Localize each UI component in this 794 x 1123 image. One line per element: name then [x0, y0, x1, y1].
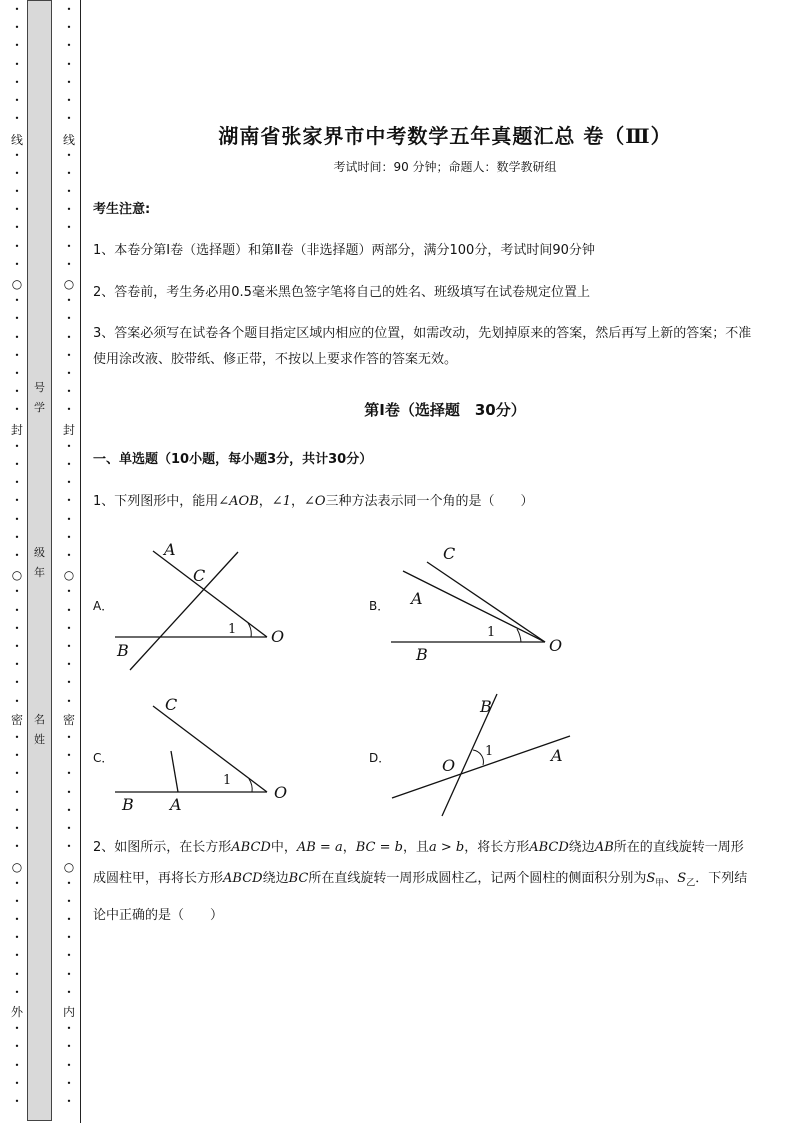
- q1-angle-1: ∠1: [271, 494, 291, 509]
- margin-dot: •: [14, 678, 20, 688]
- point-c: C: [193, 566, 206, 585]
- margin-dot: •: [66, 460, 72, 469]
- margin-dot: •: [66, 350, 72, 360]
- margin-dot: •: [14, 223, 20, 233]
- margin-dot: •: [14, 733, 20, 742]
- margin-dot: •: [14, 787, 20, 797]
- question-1: [93, 489, 753, 515]
- q2-math: ABCD: [529, 840, 569, 855]
- margin-label: 线: [62, 133, 75, 147]
- margin-dot: •: [14, 551, 20, 560]
- margin-dot: •: [66, 496, 72, 506]
- margin-dot: •: [66, 150, 72, 160]
- margin-dot: •: [66, 805, 72, 815]
- margin-label: 密: [62, 713, 75, 727]
- point-b: B: [480, 697, 492, 716]
- option-c-label[interactable]: C．: [93, 751, 114, 765]
- margin-dot: •: [66, 660, 72, 670]
- margin-dot: •: [66, 314, 72, 324]
- option-b-label[interactable]: B．: [369, 599, 390, 613]
- q1-sep: ，: [290, 494, 304, 509]
- margin-dot: •: [66, 168, 72, 178]
- margin-dot: •: [66, 241, 72, 251]
- margin-dot: •: [14, 751, 20, 761]
- margin-dot: •: [66, 1097, 72, 1106]
- point-b: B: [416, 645, 428, 664]
- margin-dot: •: [14, 114, 20, 124]
- margin-dot: •: [14, 587, 20, 597]
- margin-dot: •: [66, 441, 72, 451]
- margin-dot: •: [14, 878, 20, 888]
- q2-math: a > b: [428, 840, 465, 855]
- margin-dot: •: [66, 514, 72, 524]
- margin-right-column: [61, 0, 77, 1123]
- q2-text: 绕边: [262, 871, 289, 886]
- q1-text: 三种方法表示同一个角的是（ ）: [325, 494, 534, 509]
- margin-dot: •: [66, 223, 72, 233]
- q2-math: S: [677, 871, 687, 886]
- margin-dot: •: [14, 332, 20, 342]
- margin-dot: •: [14, 460, 20, 469]
- margin-dot: •: [66, 1060, 72, 1070]
- margin-dot: •: [14, 369, 20, 378]
- point-a: A: [164, 540, 176, 559]
- margin-dot: •: [66, 296, 72, 306]
- margin-dot: •: [14, 205, 20, 215]
- notes-heading: 考生注意:: [93, 202, 151, 217]
- angle-label-1: 1: [228, 622, 237, 637]
- option-c-figure: [105, 690, 305, 830]
- binding-line: [80, 0, 81, 1123]
- margin-circle: ○: [11, 277, 23, 291]
- note-1: 1、本卷分第Ⅰ卷（选择题）和第Ⅱ卷（非选择题）两部分，满分100分，考试时间90分钟: [93, 243, 595, 258]
- option-b-figure: [385, 535, 585, 675]
- margin-dot: •: [14, 314, 20, 324]
- q2-text: ，将长方形: [464, 840, 530, 855]
- margin-label: 封: [62, 423, 75, 437]
- margin-dot: •: [14, 660, 20, 670]
- margin-dot: •: [14, 405, 20, 415]
- margin-dot: •: [66, 551, 72, 560]
- margin-dot: •: [14, 77, 20, 87]
- point-o: O: [271, 627, 285, 646]
- margin-dot: •: [14, 41, 20, 51]
- margin-dot: •: [14, 59, 20, 69]
- margin-dot: •: [66, 969, 72, 979]
- margin-dot: •: [14, 896, 20, 906]
- margin-dot: •: [66, 532, 72, 542]
- margin-dot: •: [14, 1097, 20, 1106]
- margin-dot: •: [14, 1078, 20, 1088]
- margin-dot: •: [14, 1042, 20, 1052]
- margin-dot: •: [66, 259, 72, 269]
- point-c: C: [165, 695, 178, 714]
- point-o: O: [549, 636, 563, 655]
- margin-dot: •: [66, 623, 72, 633]
- margin-dot: •: [66, 787, 72, 797]
- margin-dot: •: [14, 1060, 20, 1070]
- margin-dot: •: [66, 5, 72, 14]
- q2-math: BC: [288, 871, 309, 886]
- margin-label: 外: [10, 1005, 23, 1019]
- angle-label-1: 1: [223, 773, 232, 788]
- option-d-label[interactable]: D．: [369, 751, 391, 765]
- margin-dot: •: [14, 441, 20, 451]
- band-label: 号: [34, 381, 45, 394]
- margin-dot: •: [14, 5, 20, 14]
- margin-dot: •: [14, 623, 20, 633]
- margin-dot: •: [66, 751, 72, 761]
- q2-math: BC = b: [355, 840, 403, 855]
- margin-dot: •: [14, 605, 20, 615]
- margin-dot: •: [66, 696, 72, 706]
- q2-sub: 乙: [686, 878, 696, 889]
- q2-text: ，且: [402, 840, 429, 855]
- q2-math: AB = a: [296, 840, 343, 855]
- margin-dot: •: [66, 205, 72, 215]
- q2-text: ．下列结论中正确的是（ ）: [93, 871, 748, 923]
- margin-dot: •: [66, 405, 72, 415]
- q2-text: 2、如图所示，在长方形: [93, 840, 232, 855]
- margin-dot: •: [14, 296, 20, 306]
- note-2: 2、答卷前，考生务必用0.5毫米黑色签字笔将自己的姓名、班级填写在试卷规定位置上: [93, 285, 590, 300]
- margin-dot: •: [66, 332, 72, 342]
- option-a-figure: [105, 535, 305, 675]
- q2-text: 所在直线旋转一周形成圆柱乙，记两个圆柱的侧面积分别为: [308, 871, 647, 886]
- margin-dot: •: [14, 769, 20, 779]
- margin-dot: •: [14, 951, 20, 961]
- margin-dot: •: [66, 642, 72, 651]
- q1-text: 1、下列图形中，能用: [93, 494, 219, 509]
- margin-dot: •: [14, 696, 20, 706]
- q2-text: ，: [342, 840, 356, 855]
- band-label: 年: [34, 566, 45, 579]
- question-2: [93, 832, 748, 931]
- margin-circle: ○: [11, 568, 23, 582]
- margin-dot: •: [66, 96, 72, 105]
- margin-label: 密: [10, 713, 23, 727]
- margin-dot: •: [66, 587, 72, 597]
- margin-dot: •: [14, 387, 20, 397]
- margin-dot: •: [14, 1024, 20, 1034]
- margin-circle: ○: [63, 860, 75, 874]
- q2-math: S: [646, 871, 656, 886]
- margin-dot: •: [14, 150, 20, 160]
- margin-left-column: [9, 0, 25, 1123]
- margin-dot: •: [66, 187, 72, 196]
- margin-dot: •: [14, 514, 20, 524]
- q2-text: 、: [664, 871, 678, 886]
- margin-dot: •: [66, 605, 72, 615]
- margin-dot: •: [14, 259, 20, 269]
- q1-angle-aob: ∠AOB: [218, 494, 259, 509]
- margin-dot: •: [66, 842, 72, 852]
- part-heading: 一、单选题（10小题，每小题3分，共计30分）: [93, 452, 373, 467]
- option-d-figure: [385, 690, 585, 830]
- margin-dot: •: [66, 478, 72, 488]
- margin-dot: •: [14, 96, 20, 105]
- margin-dot: •: [66, 59, 72, 69]
- exam-subtitle: 考试时间：90 分钟；命题人：数学教研组: [333, 160, 557, 174]
- q2-math: ABCD: [223, 871, 263, 886]
- student-info-band: [27, 0, 52, 1121]
- band-label: 姓: [34, 733, 45, 746]
- margin-dot: •: [14, 969, 20, 979]
- q2-math: AB: [594, 840, 614, 855]
- q2-text: 中，: [270, 840, 297, 855]
- margin-circle: ○: [63, 277, 75, 291]
- margin-dot: •: [14, 23, 20, 33]
- margin-dot: •: [14, 168, 20, 178]
- margin-dot: •: [66, 369, 72, 378]
- margin-dot: •: [66, 1078, 72, 1088]
- margin-dot: •: [66, 1042, 72, 1052]
- margin-dot: •: [66, 678, 72, 688]
- margin-dot: •: [66, 77, 72, 87]
- margin-label: 线: [10, 133, 23, 147]
- margin-circle: ○: [63, 568, 75, 582]
- margin-dot: •: [14, 478, 20, 488]
- margin-dot: •: [66, 41, 72, 51]
- point-c: C: [443, 544, 456, 563]
- band-label: 名: [34, 713, 45, 726]
- margin-dot: •: [66, 769, 72, 779]
- margin-dot: •: [14, 805, 20, 815]
- margin-dot: •: [66, 733, 72, 742]
- margin-circle: ○: [11, 860, 23, 874]
- margin-dot: •: [14, 187, 20, 196]
- band-label: 学: [34, 401, 45, 414]
- point-a: A: [170, 795, 182, 814]
- margin-label: 内: [62, 1005, 75, 1019]
- margin-dot: •: [14, 532, 20, 542]
- q1-sep: ，: [258, 494, 272, 509]
- margin-dot: •: [14, 933, 20, 943]
- margin-dot: •: [66, 387, 72, 397]
- margin-dot: •: [66, 824, 72, 833]
- q2-text: 绕边: [568, 840, 595, 855]
- margin-dot: •: [14, 496, 20, 506]
- margin-dot: •: [14, 915, 20, 924]
- q1-angle-o: ∠O: [303, 494, 326, 509]
- q2-math: ABCD: [231, 840, 271, 855]
- section-title: 第Ⅰ卷（选择题 30分）: [364, 401, 526, 419]
- point-o: O: [442, 756, 456, 775]
- q2-sub: 甲: [655, 878, 665, 889]
- note-3: 3、答案必须写在试卷各个题目指定区域内相应的位置，如需改动，先划掉原来的答案，然后再写上新的答案；不准使用涂改液、胶带纸、修正带，不按以上要求作答的答案无效。: [93, 326, 752, 367]
- angle-label-1: 1: [487, 625, 496, 640]
- q2-text: 所在的直线旋转一周形成圆柱甲，再将长方形: [93, 840, 744, 886]
- margin-dot: •: [66, 933, 72, 943]
- margin-dot: •: [14, 642, 20, 651]
- margin-label: 封: [10, 423, 23, 437]
- margin-dot: •: [66, 1024, 72, 1034]
- exam-title: 湖南省张家界市中考数学五年真题汇总 卷（Ⅲ）: [218, 124, 672, 148]
- margin-dot: •: [66, 896, 72, 906]
- margin-dot: •: [66, 114, 72, 124]
- band-label: 级: [34, 546, 45, 559]
- margin-dot: •: [14, 842, 20, 852]
- margin-dot: •: [66, 951, 72, 961]
- point-b: B: [117, 641, 129, 660]
- margin-dot: •: [14, 824, 20, 833]
- margin-dot: •: [14, 241, 20, 251]
- angle-label-1: 1: [485, 744, 494, 759]
- margin-dot: •: [14, 987, 20, 997]
- margin-dot: •: [66, 878, 72, 888]
- point-a: A: [411, 589, 423, 608]
- option-a-label[interactable]: A．: [93, 599, 114, 613]
- margin-dot: •: [66, 915, 72, 924]
- margin-dot: •: [66, 987, 72, 997]
- point-a: A: [551, 746, 563, 765]
- margin-dot: •: [14, 350, 20, 360]
- point-o: O: [274, 783, 288, 802]
- margin-dot: •: [66, 23, 72, 33]
- point-b: B: [122, 795, 134, 814]
